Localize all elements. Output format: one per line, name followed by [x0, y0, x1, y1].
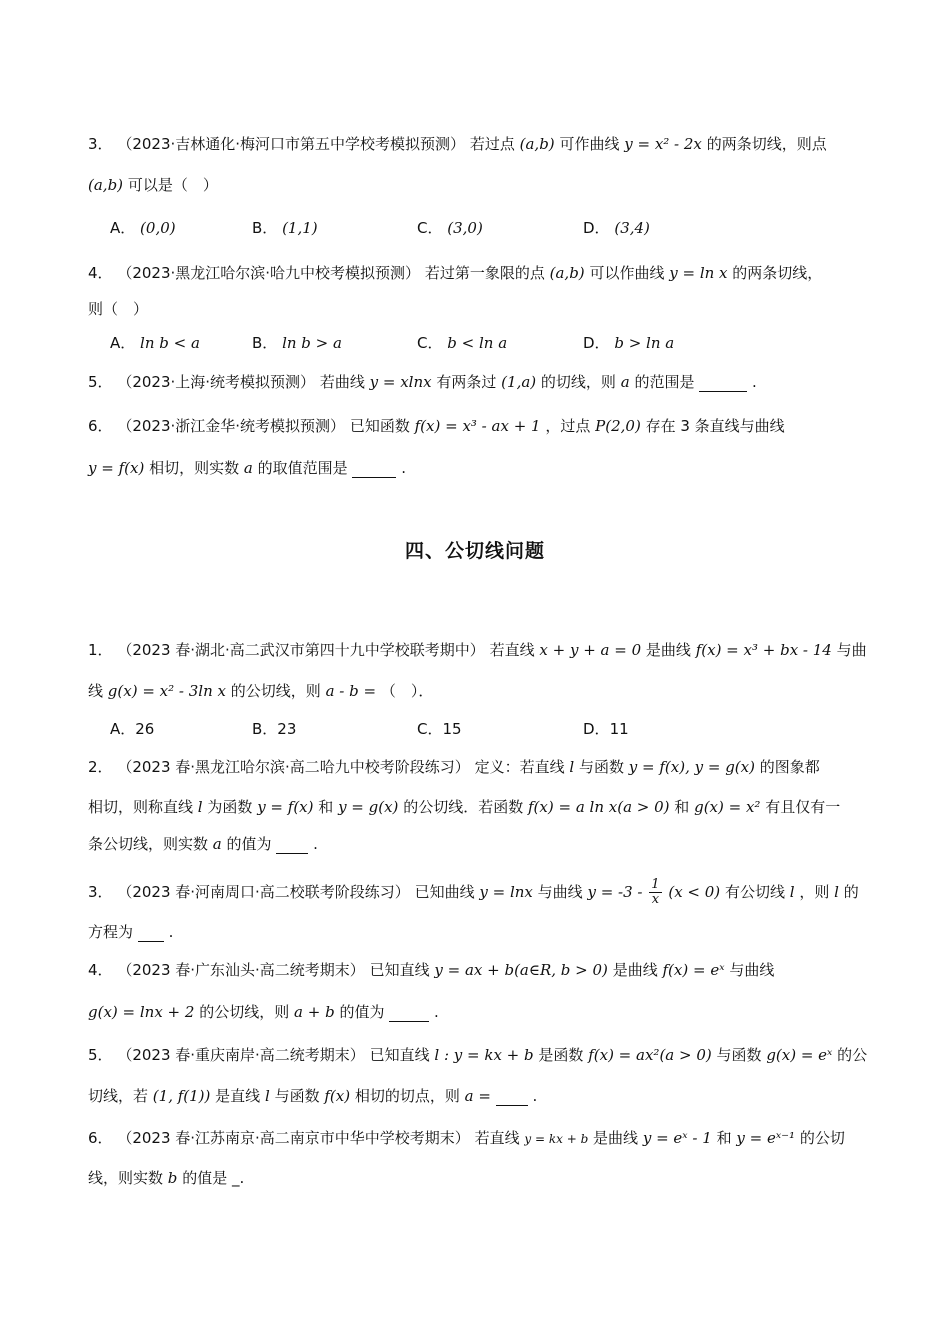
math-function: g(x) = lnx + 2 [88, 1003, 195, 1021]
question-text: 定义：若直线 [474, 758, 565, 776]
question-text: 是曲线 [593, 1129, 639, 1147]
question-text: 是曲线 [645, 641, 691, 659]
question-text: 和 [674, 798, 690, 816]
question-source: （2023 春·湖北·高二武汉市第四十九中学校联考期中） [117, 641, 485, 659]
answer-blank [138, 927, 164, 942]
question-6-line-2 [88, 458, 406, 478]
math-line: x + y + a = 0 [539, 641, 642, 659]
question-text: 相切，则称直线 [88, 798, 194, 816]
punctuation: . [532, 1087, 538, 1105]
s4-question-2-line-3 [88, 834, 318, 854]
math-curve: y = eˣ - 1 [642, 1129, 712, 1147]
math-variable: a [212, 835, 222, 853]
math-variable: b [167, 1169, 178, 1187]
math-variable: a [620, 373, 630, 391]
math-variable: l [569, 758, 575, 776]
question-text: 的公切线，则 [199, 1003, 290, 1021]
question-source: （2023 春·重庆南岸·高二统考期末） [117, 1046, 365, 1064]
question-text: 的公切线，则 [230, 682, 321, 700]
question-text: 存在 3 条直线与曲线 [645, 417, 785, 435]
math-expression: a = [464, 1087, 491, 1105]
choice-d: D．11 [583, 720, 629, 738]
math-point: (1, f(1)) [152, 1087, 211, 1105]
question-source: （2023·黑龙江哈尔滨·哈九中校考模拟预测） [117, 264, 421, 282]
choice-d: D． (3,4) [583, 219, 650, 237]
math-curve: y = eˣ⁻¹ [736, 1129, 796, 1147]
math-point: (1,a) [501, 373, 537, 391]
question-text: 相切，则实数 [149, 459, 240, 477]
question-text: 可以作曲线 [589, 264, 665, 282]
question-3-line-2 [88, 175, 218, 195]
question-number: 5． [88, 373, 113, 391]
question-text: 线 [88, 682, 104, 700]
question-number: 1． [88, 641, 113, 659]
math-function: y = g(x) [338, 798, 399, 816]
s4-question-5-line-1 [88, 1045, 867, 1065]
question-source: （2023·上海·统考模拟预测） [117, 373, 316, 391]
math-variable: l [264, 1087, 270, 1105]
math-curve-part: y = -3 - [587, 883, 643, 901]
math-curve: y = ln x [669, 264, 728, 282]
s4-question-3-line-1 [88, 878, 859, 907]
question-text: 有且仅有一 [765, 798, 841, 816]
question-text: 与曲线 [537, 883, 583, 901]
question-text: 已知函数 [349, 417, 410, 435]
question-text: 与函数 [578, 758, 624, 776]
question-text: 若直线 [489, 641, 535, 659]
question-number: 4． [88, 264, 113, 282]
answer-blank: _. [231, 1169, 245, 1187]
question-text: 的切线，则 [540, 373, 616, 391]
s4-question-2-line-2 [88, 797, 840, 817]
question-text: 已知直线 [369, 961, 430, 979]
question-text: 和 [318, 798, 334, 816]
answer-blank [496, 1091, 528, 1106]
question-source: （2023 春·河南周口·高二校联考阶段练习） [117, 883, 410, 901]
question-source: （2023·吉林通化·梅河口市第五中学校考模拟预测） [117, 135, 466, 153]
question-6-line-1 [88, 416, 785, 436]
question-text: 的公切线．若函数 [403, 798, 524, 816]
question-text: 与函数 [274, 1087, 320, 1105]
answer-blank [699, 377, 747, 392]
question-text: ，过点 [545, 417, 591, 435]
question-text: 若曲线 [319, 373, 365, 391]
section-heading: 四、公切线问题 [404, 540, 545, 562]
question-number: 6． [88, 417, 113, 435]
math-curve: y = xlnx [369, 373, 432, 391]
punctuation: . [401, 459, 406, 477]
math-curve: y = lnx [479, 883, 533, 901]
question-text: 为函数 [207, 798, 253, 816]
question-number: 3． [88, 135, 113, 153]
question-text: 的值为 [226, 835, 272, 853]
answer-blank [276, 839, 308, 854]
question-text: 已知直线 [369, 1046, 430, 1064]
answer-blank [389, 1007, 429, 1022]
math-variable: l [789, 883, 795, 901]
question-source: （2023 春·广东汕头·高二统考期末） [117, 961, 365, 979]
math-line: l : y = kx + b [434, 1046, 534, 1064]
question-text: 相切的切点，则 [354, 1087, 460, 1105]
s4-question-6-line-2 [88, 1168, 244, 1188]
question-text: 的图象都 [759, 758, 820, 776]
question-number: 6． [88, 1129, 113, 1147]
s4-question-6-line-1 [88, 1128, 845, 1149]
s4-question-3-line-2 [88, 922, 173, 942]
question-text: 方程为 [88, 923, 134, 941]
math-variable: a [243, 459, 253, 477]
math-line: y = ax + b(a∈R, b > 0) [434, 961, 608, 979]
question-text: 的 [843, 883, 859, 901]
choice-a: A． ln b < a [110, 334, 200, 352]
question-text: 与函数 [716, 1046, 762, 1064]
question-text: 是直线 [215, 1087, 261, 1105]
question-text: 的值是 [182, 1169, 228, 1187]
punctuation: . [313, 835, 318, 853]
question-text: 条公切线，则实数 [88, 835, 209, 853]
question-number: 5． [88, 1046, 113, 1064]
question-text: 若过第一象限的点 [424, 264, 545, 282]
math-function: f(x) = x³ - ax + 1 [414, 417, 541, 435]
math-function: f(x) [324, 1087, 351, 1105]
question-text: 是函数 [538, 1046, 584, 1064]
math-function: g(x) = x² - 3ln x [107, 682, 226, 700]
question-text: ，则 [799, 883, 830, 901]
choice-b: B． (1,1) [252, 219, 318, 237]
punctuation: . [434, 1003, 439, 1021]
question-4-line-1 [88, 263, 822, 283]
punctuation: . [168, 923, 174, 941]
question-text: 的两条切线，则点 [706, 135, 827, 153]
question-5-line-1 [88, 372, 757, 392]
choice-b: B．23 [252, 720, 297, 738]
question-source: （2023·浙江金华·统考模拟预测） [117, 417, 346, 435]
question-text: （ ）． [380, 682, 434, 700]
question-text: 有两条过 [436, 373, 497, 391]
s4-question-1-line-1 [88, 640, 867, 660]
math-point: P(2,0) [595, 417, 641, 435]
math-variable: l [197, 798, 203, 816]
math-function: f(x) = x³ + bx - 14 [695, 641, 832, 659]
question-number: 4． [88, 961, 113, 979]
question-text: 的取值范围是 [257, 459, 348, 477]
question-text: 若过点 [469, 135, 515, 153]
s4-question-4-line-1 [88, 960, 774, 980]
question-text: 的两条切线， [732, 264, 823, 282]
math-line: y = kx + b [524, 1132, 589, 1146]
choice-d: D． b > ln a [583, 334, 675, 352]
question-text: 是曲线 [612, 961, 658, 979]
answer-blank [352, 463, 396, 478]
question-text: 有公切线 [724, 883, 785, 901]
math-variable: l [834, 883, 839, 901]
question-text: 可以是（ ） [127, 176, 218, 194]
choice-c: C．15 [417, 720, 462, 738]
s4-question-2-line-1 [88, 757, 820, 777]
choice-a: A．26 [110, 720, 155, 738]
question-3-line-1 [88, 134, 827, 154]
choice-c: C． (3,0) [417, 219, 483, 237]
question-text: 线，则实数 [88, 1169, 164, 1187]
question-text: 和 [716, 1129, 732, 1147]
question-text: 与曲线 [729, 961, 775, 979]
math-function: f(x) = a ln x(a > 0) [528, 798, 670, 816]
math-curve: y = x² - 2x [624, 135, 702, 153]
punctuation: . [752, 373, 757, 391]
question-text: 若直线 [474, 1129, 520, 1147]
math-curve: y = f(x) [88, 459, 145, 477]
math-functions: y = f(x), y = g(x) [628, 758, 755, 776]
math-point: (a,b) [519, 135, 555, 153]
math-function: f(x) = ax²(a > 0) [588, 1046, 712, 1064]
question-text: 的公 [837, 1046, 868, 1064]
question-source: （2023 春·黑龙江哈尔滨·高二哈九中校考阶段练习） [117, 758, 470, 776]
math-fraction: $\frac{1}{x}$ [651, 877, 660, 907]
question-text: 的值为 [339, 1003, 385, 1021]
math-function: g(x) = eˣ [766, 1046, 833, 1064]
question-4-line-2 [88, 299, 148, 319]
s4-question-5-line-2 [88, 1086, 537, 1106]
choice-a: A． (0,0) [110, 219, 176, 237]
s4-question-1-line-2 [88, 681, 433, 701]
choice-b: B． ln b > a [252, 334, 342, 352]
math-curve-part: (x < 0) [668, 883, 721, 901]
question-text: 的公切 [799, 1129, 845, 1147]
math-function: y = f(x) [257, 798, 314, 816]
question-text: 已知曲线 [414, 883, 475, 901]
question-number: 2． [88, 758, 113, 776]
math-function: f(x) = eˣ [662, 961, 725, 979]
s4-question-4-line-2 [88, 1002, 439, 1022]
question-text: 切线，若 [88, 1087, 149, 1105]
question-number: 3． [88, 883, 113, 901]
math-expression: a - b = [325, 682, 377, 700]
question-text: 可作曲线 [559, 135, 620, 153]
question-text: 与曲 [836, 641, 867, 659]
math-point: (a,b) [549, 264, 585, 282]
question-text: 的范围是 [634, 373, 695, 391]
math-function: g(x) = x² [694, 798, 761, 816]
choice-c: C． b < ln a [417, 334, 508, 352]
question-text: 则（ ） [88, 300, 149, 318]
question-source: （2023 春·江苏南京·高二南京市中华中学校考期末） [117, 1129, 470, 1147]
math-expression: a + b [294, 1003, 335, 1021]
math-point: (a,b) [88, 176, 124, 194]
